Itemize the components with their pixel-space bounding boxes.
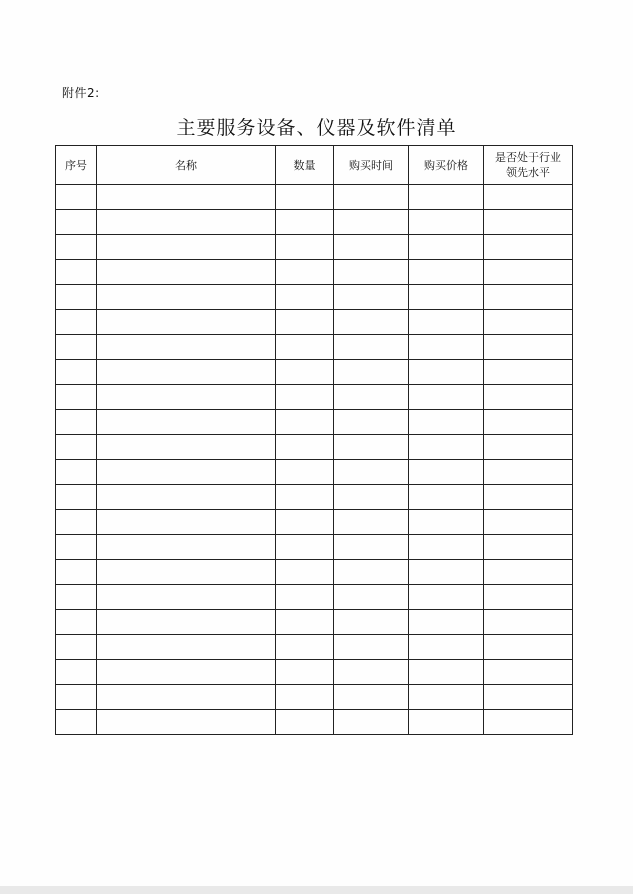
cell-name [97,410,276,435]
cell-industry-leading [484,585,573,610]
cell-name [97,635,276,660]
table-row [56,635,573,660]
cell-name [97,685,276,710]
cell-industry-leading [484,485,573,510]
table-row [56,485,573,510]
table-row [56,235,573,260]
cell-purchase-price [409,285,484,310]
cell-industry-leading [484,460,573,485]
cell-name [97,335,276,360]
cell-purchase-price [409,610,484,635]
table-row [56,460,573,485]
cell-purchase-price [409,235,484,260]
cell-purchase-time [334,235,409,260]
cell-industry-leading [484,535,573,560]
cell-industry-leading [484,710,573,735]
cell-purchase-price [409,210,484,235]
cell-no [56,460,97,485]
cell-no [56,235,97,260]
attachment-label: 附件2: [62,86,100,100]
cell-industry-leading [484,610,573,635]
cell-no [56,185,97,210]
table-row [56,335,573,360]
cell-quantity [276,260,334,285]
cell-industry-leading [484,410,573,435]
cell-no [56,560,97,585]
cell-name [97,485,276,510]
cell-name [97,510,276,535]
cell-quantity [276,285,334,310]
cell-industry-leading [484,435,573,460]
table-row [56,360,573,385]
cell-quantity [276,360,334,385]
cell-quantity [276,635,334,660]
cell-name [97,260,276,285]
cell-purchase-price [409,185,484,210]
cell-industry-leading [484,285,573,310]
header-name: 名称 [97,146,276,185]
table-body [56,185,573,735]
cell-industry-leading [484,635,573,660]
cell-purchase-price [409,485,484,510]
cell-quantity [276,660,334,685]
table-row [56,185,573,210]
cell-industry-leading [484,185,573,210]
table-row [56,285,573,310]
cell-purchase-price [409,460,484,485]
cell-industry-leading [484,560,573,585]
cell-industry-leading [484,360,573,385]
cell-purchase-price [409,510,484,535]
document-title: 主要服务设备、仪器及软件清单 [176,117,457,139]
cell-no [56,335,97,360]
cell-purchase-time [334,635,409,660]
cell-no [56,310,97,335]
cell-no [56,285,97,310]
cell-quantity [276,210,334,235]
cell-purchase-price [409,635,484,660]
cell-purchase-price [409,435,484,460]
page-bottom-edge [0,886,633,894]
table-row [56,685,573,710]
header-purchase-time: 购买时间 [334,146,409,185]
cell-no [56,360,97,385]
cell-purchase-price [409,685,484,710]
table-row [56,260,573,285]
cell-purchase-price [409,710,484,735]
cell-industry-leading [484,335,573,360]
cell-purchase-time [334,585,409,610]
table-row [56,210,573,235]
cell-no [56,410,97,435]
cell-purchase-price [409,260,484,285]
table-row [56,560,573,585]
cell-name [97,560,276,585]
cell-quantity [276,585,334,610]
cell-no [56,685,97,710]
cell-no [56,435,97,460]
cell-quantity [276,185,334,210]
cell-industry-leading [484,660,573,685]
cell-no [56,210,97,235]
table-row [56,585,573,610]
cell-purchase-time [334,485,409,510]
table-header-row [56,146,573,185]
equipment-table [55,145,573,735]
cell-name [97,460,276,485]
cell-purchase-price [409,560,484,585]
cell-purchase-price [409,535,484,560]
cell-no [56,660,97,685]
table-row [56,310,573,335]
cell-quantity [276,235,334,260]
cell-quantity [276,410,334,435]
cell-purchase-time [334,210,409,235]
cell-no [56,510,97,535]
cell-quantity [276,460,334,485]
header-purchase-price: 购买价格 [409,146,484,185]
table-row [56,410,573,435]
cell-name [97,585,276,610]
cell-quantity [276,560,334,585]
cell-quantity [276,385,334,410]
cell-industry-leading [484,385,573,410]
cell-quantity [276,335,334,360]
header-industry-leading-line1: 是否处于行业 [495,151,561,164]
cell-purchase-price [409,360,484,385]
cell-purchase-price [409,385,484,410]
cell-purchase-time [334,185,409,210]
cell-purchase-time [334,560,409,585]
cell-no [56,710,97,735]
cell-industry-leading [484,260,573,285]
cell-no [56,260,97,285]
cell-quantity [276,685,334,710]
cell-purchase-time [334,335,409,360]
cell-purchase-price [409,335,484,360]
cell-name [97,385,276,410]
cell-name [97,610,276,635]
cell-purchase-price [409,410,484,435]
cell-quantity [276,310,334,335]
cell-no [56,635,97,660]
table-row [56,435,573,460]
cell-purchase-time [334,510,409,535]
cell-name [97,710,276,735]
cell-purchase-time [334,385,409,410]
cell-purchase-time [334,685,409,710]
cell-quantity [276,435,334,460]
cell-purchase-time [334,310,409,335]
cell-no [56,485,97,510]
cell-name [97,310,276,335]
cell-purchase-time [334,710,409,735]
cell-industry-leading [484,235,573,260]
cell-purchase-time [334,460,409,485]
cell-purchase-time [334,435,409,460]
cell-quantity [276,535,334,560]
cell-industry-leading [484,210,573,235]
cell-no [56,535,97,560]
cell-quantity [276,610,334,635]
cell-industry-leading [484,510,573,535]
cell-purchase-time [334,410,409,435]
cell-purchase-price [409,310,484,335]
cell-purchase-time [334,610,409,635]
cell-quantity [276,485,334,510]
header-industry-leading-line2: 领先水平 [506,166,550,179]
cell-name [97,535,276,560]
table-row [56,610,573,635]
header-no: 序号 [56,146,97,185]
cell-industry-leading [484,310,573,335]
table-row [56,385,573,410]
cell-name [97,660,276,685]
cell-purchase-price [409,585,484,610]
cell-purchase-time [334,535,409,560]
cell-purchase-time [334,285,409,310]
cell-name [97,435,276,460]
table-row [56,660,573,685]
cell-quantity [276,510,334,535]
cell-no [56,610,97,635]
cell-name [97,210,276,235]
cell-no [56,585,97,610]
cell-name [97,285,276,310]
table-row [56,510,573,535]
cell-purchase-time [334,360,409,385]
table-row [56,710,573,735]
cell-name [97,235,276,260]
header-quantity: 数量 [276,146,334,185]
cell-name [97,185,276,210]
cell-quantity [276,710,334,735]
cell-purchase-price [409,660,484,685]
table-row [56,535,573,560]
cell-purchase-time [334,260,409,285]
cell-purchase-time [334,660,409,685]
cell-industry-leading [484,685,573,710]
header-industry-leading [484,146,573,185]
cell-no [56,385,97,410]
cell-name [97,360,276,385]
